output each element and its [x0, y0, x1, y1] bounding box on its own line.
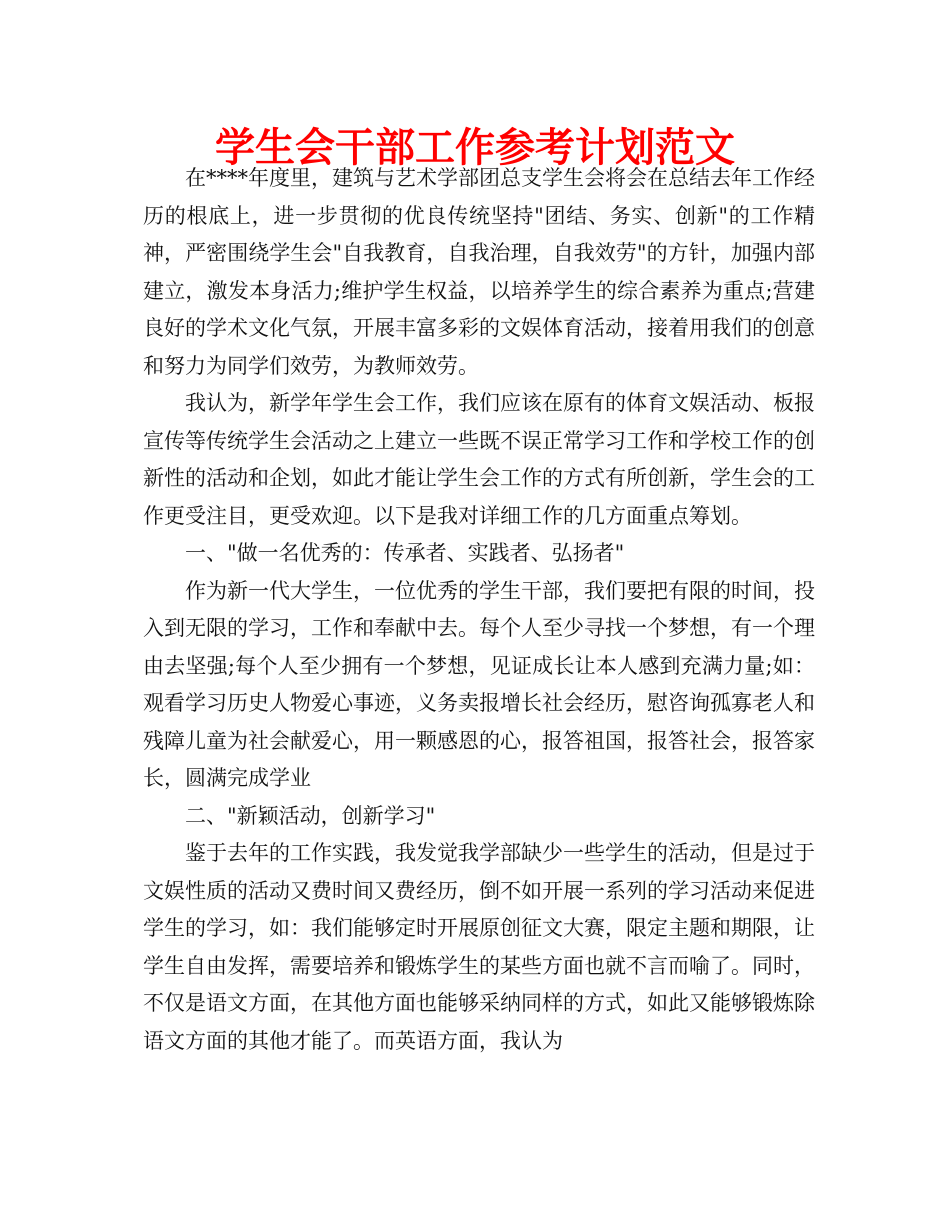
- document-title: 学生会干部工作参考计划范文: [215, 125, 735, 171]
- paragraph-opinion: 我认为，新学年学生会工作，我们应该在原有的体育文娱活动、板报宣传等传统学生会活动之上建立一些既不误正常学习工作和学校工作的创新性的活动和企划，如此才能让学生会工作的方式有所创新，学生会的工作更受注目，更受欢迎。以下是我对详细工作的几方面重点筹划。: [143, 391, 815, 528]
- paragraph-intro: 在****年度里，建筑与艺术学部团总支学生会将会在总结去年工作经历的根底上，进一步贯彻的优良传统坚持"团结、务实、创新"的工作精神，严密围绕学生会"自我教育，自我治理，自我效劳"的方针，加强内部建立，激发本身活力;维护学生权益，以培养学生的综合素养为重点;营建良好的学术文化气氛，开展丰富多彩的文娱体育活动，接着用我们的创意和努力为同学们效劳，为教师效劳。: [143, 166, 815, 378]
- paragraph-section-2: 鉴于去年的工作实践，我发觉我学部缺少一些学生的活动，但是过于文娱性质的活动又费时间又费经历，倒不如开展一系列的学习活动来促进学生的学习，如：我们能够定时开展原创征文大赛，限定主题和期限，让学生自由发挥，需要培养和锻炼学生的某些方面也就不言而喻了。同时，不仅是语文方面，在其他方面也能够采纳同样的方式，如此又能够锻炼除语文方面的其他才能了。而英语方面，我认为: [143, 841, 815, 1053]
- section-heading-1: 一、"做一名优秀的：传承者、实践者、弘扬者": [185, 541, 625, 565]
- section-heading-2: 二、"新颖活动，创新学习": [185, 803, 436, 828]
- paragraph-section-1: 作为新一代大学生，一位优秀的学生干部，我们要把有限的时间，投入到无限的学习，工作和奉献中去。每个人至少寻找一个梦想，有一个理由去坚强;每个人至少拥有一个梦想，见证成长让本人感到充满力量;如：观看学习历史人物爱心事迹，义务卖报增长社会经历，慰咨询孤寡老人和残障儿童为社会献爱心，用一颗感恩的心，报答祖国，报答社会，报答家长，圆满完成学业: [143, 578, 815, 790]
- document-body: [143, 160, 815, 1060]
